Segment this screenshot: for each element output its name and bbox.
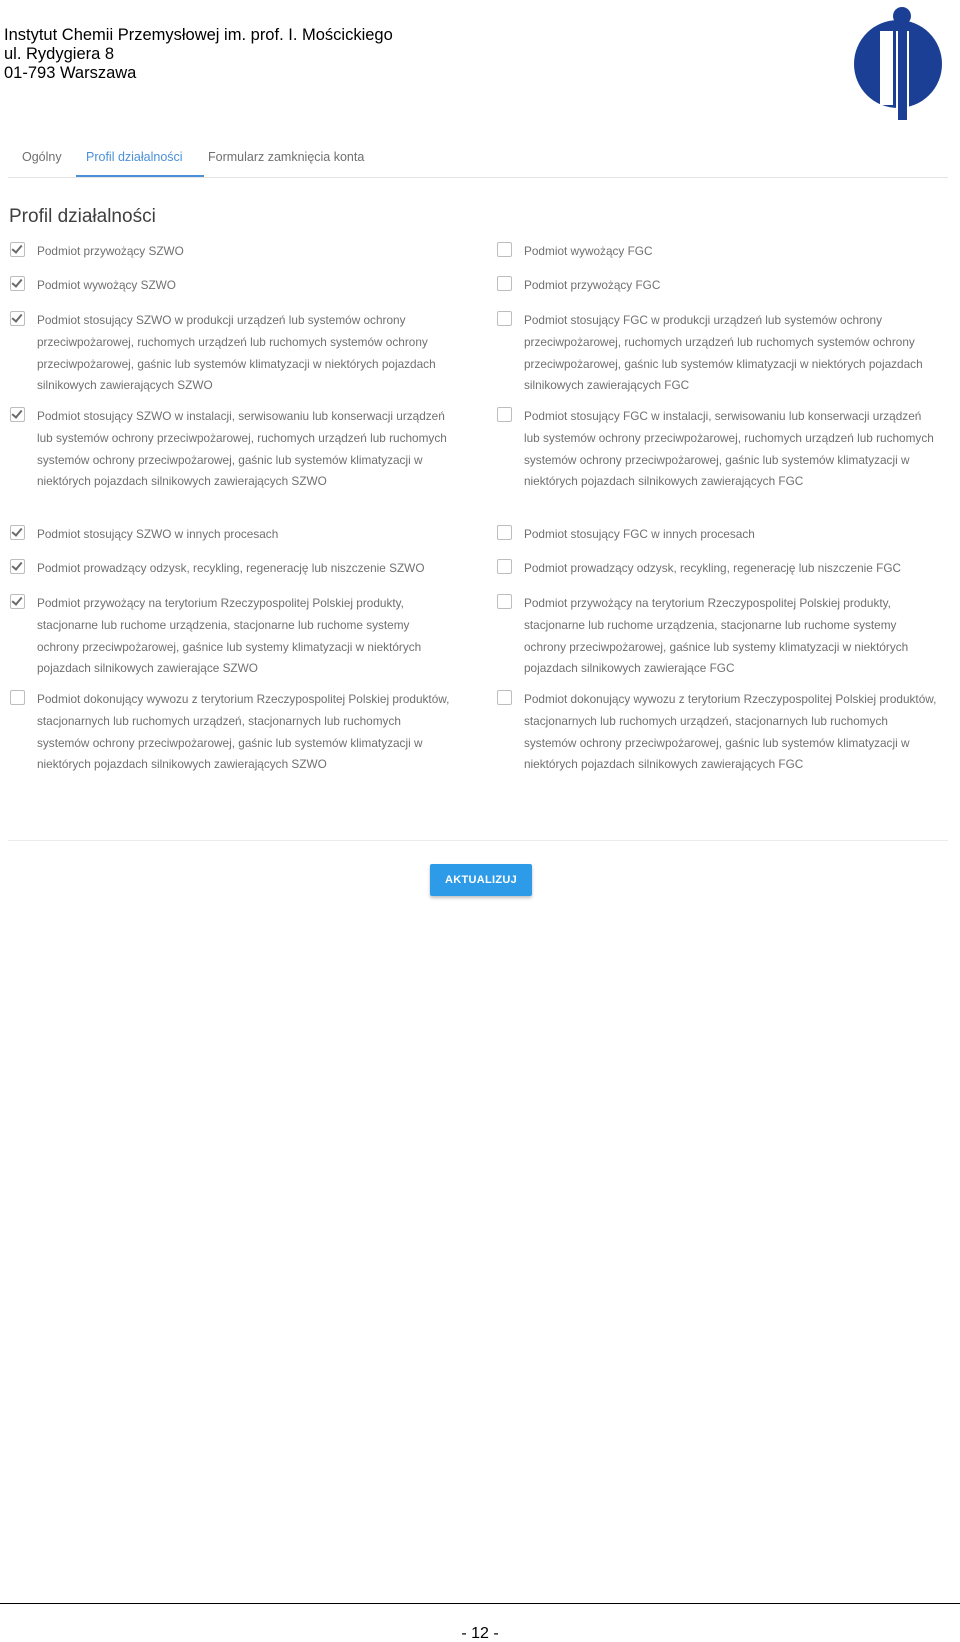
fgc-option-checkbox[interactable] — [497, 559, 512, 574]
fgc-option-checkbox[interactable] — [497, 242, 512, 257]
form-divider — [8, 840, 948, 841]
fgc-option-label[interactable]: Podmiot przywożący na terytorium Rzeczypospolitej Polskiej produkty, stacjonarne lub ruchome urządzenia, stacjonarne lub ruchome systemy ochrony przeciwpożarowej, gaśnice lub systemy klimatyzacji w niektórych pojazdach silnikowych zawierające FGC — [524, 596, 909, 676]
fgc-option-label[interactable]: Podmiot wywożący FGC — [524, 244, 653, 258]
institute-street: ul. Rydygiera 8 — [4, 45, 115, 63]
fgc-option-checkbox[interactable] — [497, 407, 512, 422]
fgc-option-label[interactable]: Podmiot przywożący FGC — [524, 278, 661, 292]
section-title: Profil działalności — [9, 206, 156, 227]
checkmark-icon — [11, 242, 22, 254]
tab-general[interactable]: Ogólny — [22, 150, 62, 164]
szwo-option-label[interactable]: Podmiot przywożący SZWO — [37, 244, 184, 258]
footer-rule — [0, 1603, 960, 1604]
szwo-option-label[interactable]: Podmiot przywożący na terytorium Rzeczypospolitej Polskiej produkty, stacjonarne lub ruchome urządzenia, stacjonarne lub ruchome systemy ochrony przeciwpożarowej, gaśnice lub systemy klimatyzacji w niektórych pojazdach silnikowych zawierające SZWO — [37, 596, 422, 676]
szwo-option-checkbox[interactable] — [10, 559, 25, 574]
ichp-logo-icon — [852, 4, 944, 120]
update-button[interactable]: AKTUALIZUJ — [430, 864, 532, 896]
checkmark-icon — [11, 407, 22, 419]
fgc-option-checkbox[interactable] — [497, 311, 512, 326]
tab-activity-profile[interactable]: Profil działalności — [86, 150, 183, 164]
fgc-option-label[interactable]: Podmiot dokonujący wywozu z terytorium Rzeczypospolitej Polskiej produktów, stacjonarnych lub ruchomych urządzeń, stacjonarnych lub ruchomych systemów ochrony przeciwpożarowej, gaśnic lub systemów klimatyzacji w niektórych pojazdach silnikowych zawierających FGC — [524, 692, 937, 772]
szwo-option-label[interactable]: Podmiot stosujący SZWO w instalacji, serwisowaniu lub konserwacji urządzeń lub systemów ochrony przeciwpożarowej, ruchomych urządzeń lub ruchomych systemów ochrony przeciwpożarowej, gaśnic lub systemów klimatyzacji w niektórych pojazdach silnikowych zawierających SZWO — [37, 409, 447, 489]
active-tab-indicator — [76, 175, 204, 177]
institute-city: 01-793 Warszawa — [4, 64, 137, 82]
szwo-option-label[interactable]: Podmiot prowadzący odzysk, recykling, regenerację lub niszczenie SZWO — [37, 561, 425, 575]
checkmark-icon — [11, 594, 22, 606]
fgc-option-checkbox[interactable] — [497, 690, 512, 705]
szwo-option-checkbox[interactable] — [10, 594, 25, 609]
institute-name: Instytut Chemii Przemysłowej im. prof. I. Mościckiego — [4, 26, 393, 44]
fgc-option-label[interactable]: Podmiot stosujący FGC w instalacji, serwisowaniu lub konserwacji urządzeń lub systemów ochrony przeciwpożarowej, ruchomych urządzeń lub ruchomych systemów ochrony przeciwpożarowej, gaśnic lub systemów klimatyzacji w niektórych pojazdach silnikowych zawierających FGC — [524, 409, 934, 489]
szwo-option-checkbox[interactable] — [10, 525, 25, 540]
fgc-option-checkbox[interactable] — [497, 594, 512, 609]
szwo-option-label[interactable]: Podmiot stosujący SZWO w innych procesach — [37, 527, 279, 541]
fgc-option-label[interactable]: Podmiot stosujący FGC w innych procesach — [524, 527, 755, 541]
szwo-option-label[interactable]: Podmiot stosujący SZWO w produkcji urządzeń lub systemów ochrony przeciwpożarowej, ruchomych urządzeń lub ruchomych systemów ochrony przeciwpożarowej, gaśnic lub systemów klimatyzacji w niektórych pojazdach silnikowych zawierających SZWO — [37, 313, 436, 393]
szwo-option-checkbox[interactable] — [10, 242, 25, 257]
szwo-option-checkbox[interactable] — [10, 311, 25, 326]
szwo-option-checkbox[interactable] — [10, 276, 25, 291]
fgc-option-checkbox[interactable] — [497, 276, 512, 291]
szwo-option-label[interactable]: Podmiot wywożący SZWO — [37, 278, 176, 292]
checkmark-icon — [11, 525, 22, 537]
page-number: - 12 - — [461, 1625, 499, 1642]
szwo-option-checkbox[interactable] — [10, 407, 25, 422]
fgc-option-checkbox[interactable] — [497, 525, 512, 540]
checkmark-icon — [11, 559, 22, 571]
checkmark-icon — [11, 276, 22, 288]
szwo-option-checkbox[interactable] — [10, 690, 25, 705]
szwo-option-label[interactable]: Podmiot dokonujący wywozu z terytorium Rzeczypospolitej Polskiej produktów, stacjonarnych lub ruchomych urządzeń, stacjonarnych lub ruchomych systemów ochrony przeciwpożarowej, gaśnic lub systemów klimatyzacji w niektórych pojazdach silnikowych zawierających SZWO — [37, 692, 450, 772]
document-header — [4, 26, 393, 83]
fgc-option-label[interactable]: Podmiot stosujący FGC w produkcji urządzeń lub systemów ochrony przeciwpożarowej, ruchomych urządzeń lub ruchomych systemów ochrony przeciwpożarowej, gaśnic lub systemów klimatyzacji w niektórych pojazdach silnikowych zawierających FGC — [524, 313, 923, 393]
tab-account-closure-form[interactable]: Formularz zamknięcia konta — [208, 150, 365, 164]
checkmark-icon — [11, 311, 22, 323]
fgc-option-label[interactable]: Podmiot prowadzący odzysk, recykling, regenerację lub niszczenie FGC — [524, 561, 902, 575]
tab-bar — [8, 140, 948, 178]
